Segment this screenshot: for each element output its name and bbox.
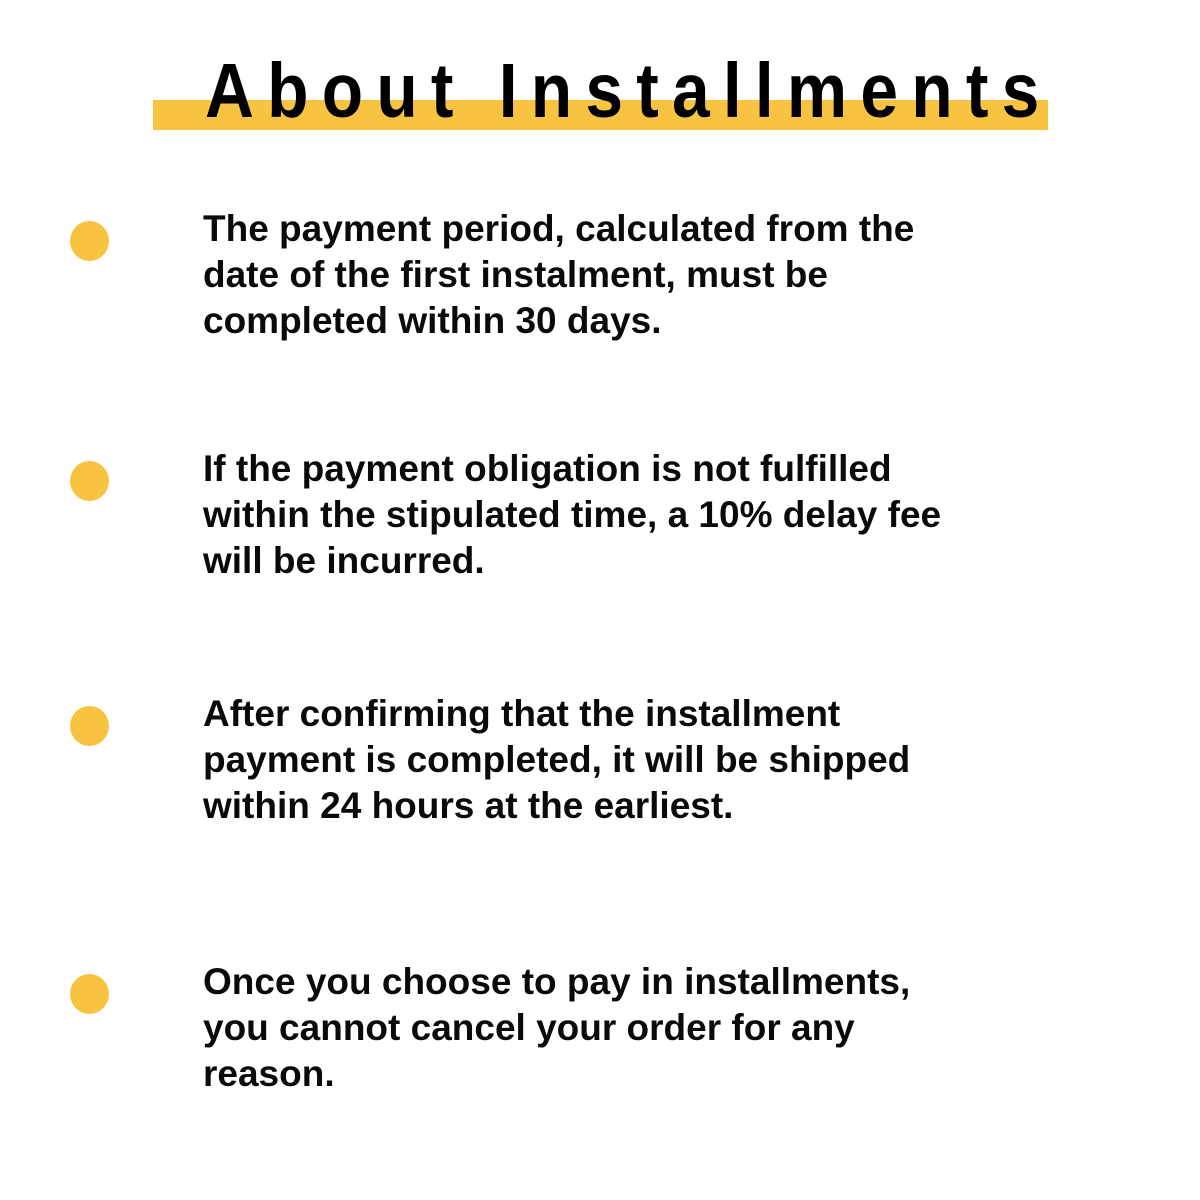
list-item bbox=[0, 691, 1200, 829]
list-item bbox=[0, 959, 1200, 1097]
bullet-text-line: within 24 hours at the earliest. bbox=[203, 785, 734, 826]
bullet-text bbox=[203, 691, 1200, 829]
bullet-text-line: will be incurred. bbox=[203, 540, 485, 581]
bullet-text bbox=[203, 446, 1200, 584]
bullet-text-line: payment is completed, it will be shipped bbox=[203, 739, 911, 780]
bullet-text-line: you cannot cancel your order for any bbox=[203, 1007, 855, 1048]
bullet-text-line: reason. bbox=[203, 1053, 335, 1094]
list-item bbox=[0, 206, 1200, 344]
bullet-dot-icon bbox=[70, 461, 109, 501]
bullet-dot-icon bbox=[70, 221, 109, 261]
bullet-text-line: The payment period, calculated from the bbox=[203, 208, 915, 249]
bullet-text-line: completed within 30 days. bbox=[203, 300, 662, 341]
bullet-dot-icon bbox=[70, 974, 109, 1014]
bullet-text-line: date of the first instalment, must be bbox=[203, 254, 828, 295]
bullet-text-line: After confirming that the installment bbox=[203, 693, 841, 734]
list-item bbox=[0, 446, 1200, 584]
bullet-text bbox=[203, 206, 1200, 344]
bullet-text-line: Once you choose to pay in installments, bbox=[203, 961, 911, 1002]
bullet-dot-icon bbox=[70, 706, 109, 746]
bullet-text-line: within the stipulated time, a 10% delay fee bbox=[203, 494, 942, 535]
bullet-text bbox=[203, 959, 1200, 1097]
page-title: About Installments bbox=[205, 48, 1053, 134]
bullet-text-line: If the payment obligation is not fulfilled bbox=[203, 448, 892, 489]
